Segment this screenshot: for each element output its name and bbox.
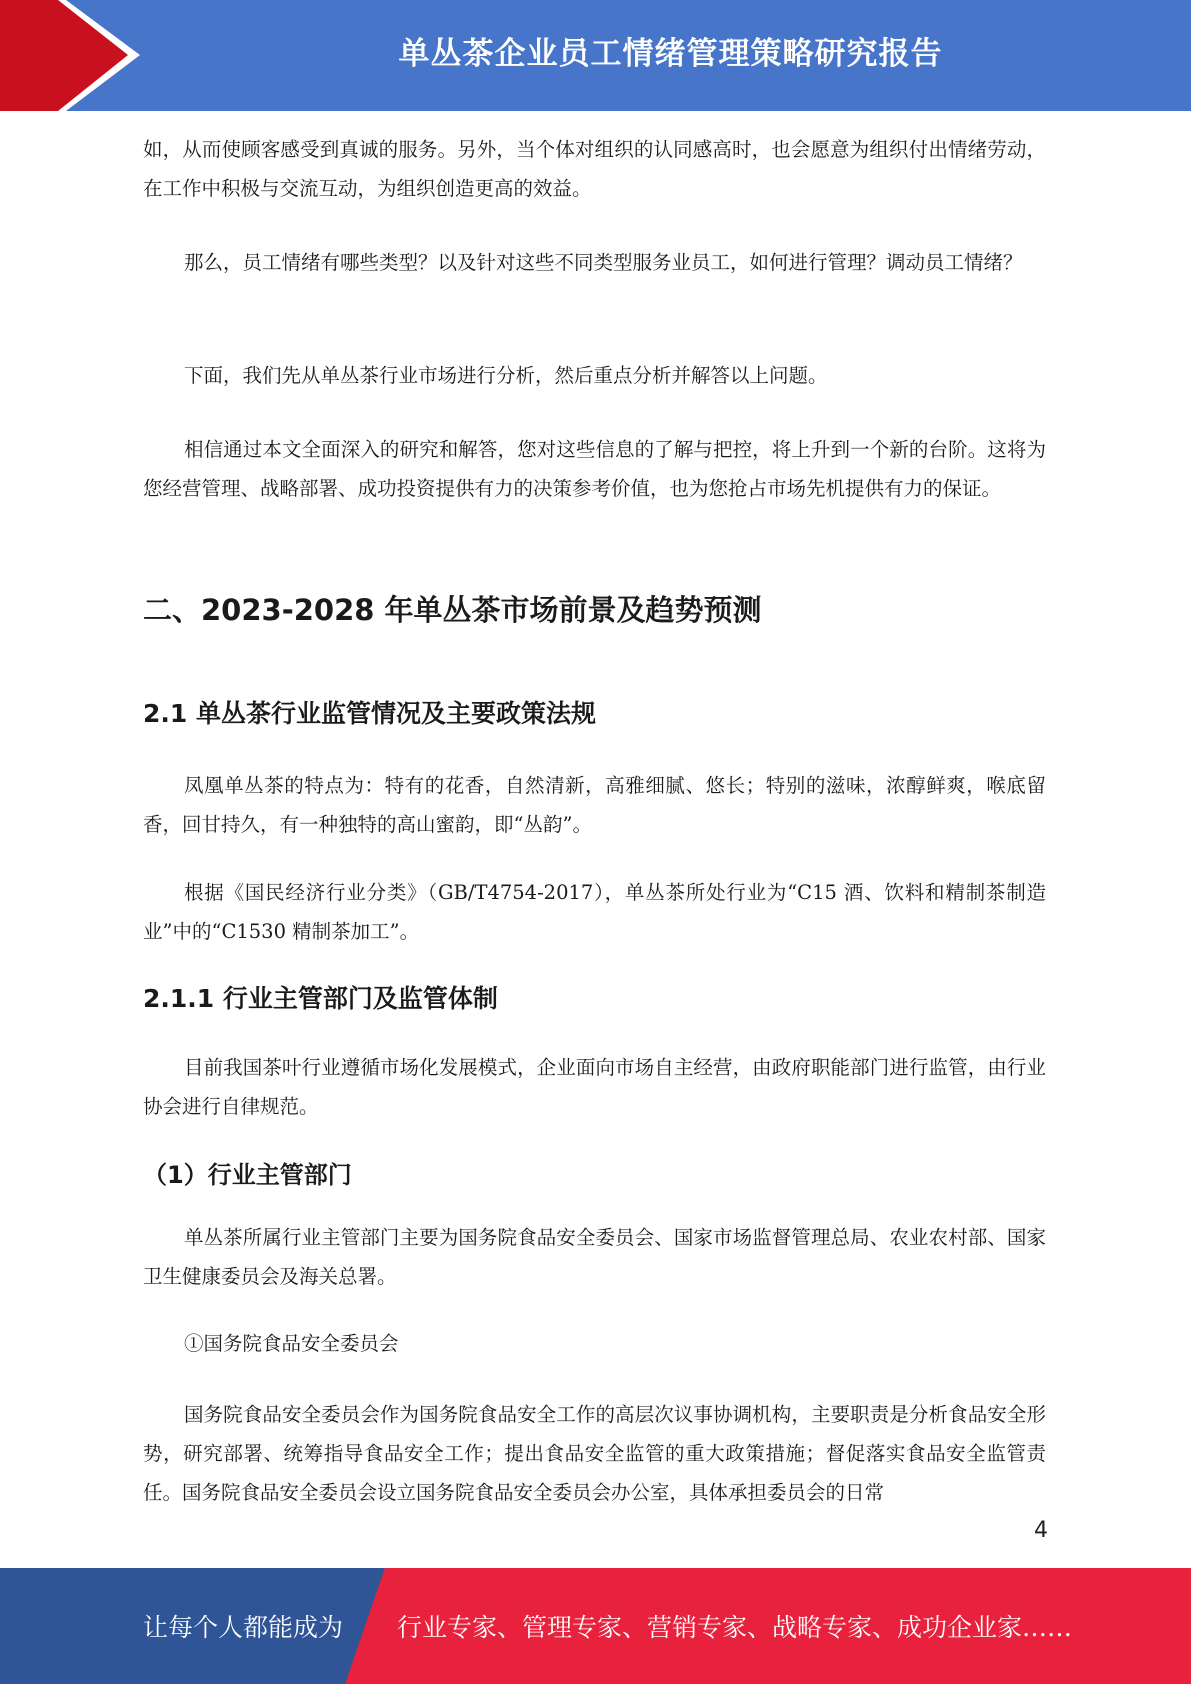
page-header bbox=[0, 0, 1191, 111]
subsubsection-heading: （1）行业主管部门 bbox=[143, 1161, 352, 1189]
paragraph-4: 相信通过本文全面深入的研究和解答，您对这些信息的了解与把控，将上升到一个新的台阶。这将为您经营管理、战略部署、成功投资提供有力的决策参考价值，也为您抢占市场先机提供有力的保证。 bbox=[143, 438, 1046, 500]
footer-slogan-right: 行业专家、管理专家、营销专家、战略专家、成功企业家…… bbox=[397, 1613, 1073, 1642]
paragraph-6: 根据《国民经济行业分类》（GB/T4754-2017），单丛茶所处行业为“C15 酒、饮料和精制茶制造业”中的“C1530 精制茶加工”。 bbox=[143, 881, 1046, 943]
paragraph-1: 如，从而使顾客感受到真诚的服务。另外，当个体对组织的认同感高时，也会愿意为组织付出情绪劳动，在工作中积极与交流互动，为组织创造更高的效益。 bbox=[143, 138, 1046, 200]
paragraph-5: 凤凰单丛茶的特点为：特有的花香，自然清新，高雅细腻、悠长；特别的滋味，浓醇鲜爽，喉底留香，回甘持久，有一种独特的高山蜜韵，即“丛韵”。 bbox=[143, 774, 1046, 836]
paragraph-8: 单丛茶所属行业主管部门主要为国务院食品安全委员会、国家市场监督管理总局、农业农村部、国家卫生健康委员会及海关总署。 bbox=[143, 1226, 1046, 1288]
paragraph-3: 下面，我们先从单丛茶行业市场进行分析，然后重点分析并解答以上问题。 bbox=[184, 364, 828, 387]
page-number: 4 bbox=[1034, 1518, 1048, 1543]
paragraph-9: ①国务院食品安全委员会 bbox=[184, 1332, 399, 1355]
paragraph-7: 目前我国茶叶行业遵循市场化发展模式，企业面向市场自主经营，由政府职能部门进行监管，由行业协会进行自律规范。 bbox=[143, 1056, 1046, 1118]
header-arrow-icon bbox=[0, 0, 160, 111]
footer-slogan-left: 让每个人都能成为 bbox=[143, 1613, 344, 1642]
page-footer bbox=[0, 1568, 1191, 1684]
paragraph-10: 国务院食品安全委员会作为国务院食品安全工作的高层次议事协调机构，主要职责是分析食品安全形势，研究部署、统筹指导食品安全工作；提出食品安全监管的重大政策措施；督促落实食品安全监管责任。国务院食品安全委员会设立国务院食品安全委员会办公室，具体承担委员会的日常 bbox=[143, 1403, 1046, 1504]
paragraph-2: 那么，员工情绪有哪些类型？以及针对这些不同类型服务业员工，如何进行管理？调动员工情绪？ bbox=[184, 251, 1023, 274]
subsection-heading-2-1-1: 2.1.1 行业主管部门及监管体制 bbox=[143, 984, 498, 1013]
header-title: 单丛茶企业员工情绪管理策略研究报告 bbox=[398, 35, 943, 72]
section-heading: 二、2023-2028 年单丛茶市场前景及趋势预测 bbox=[143, 593, 762, 627]
subsection-heading-2-1: 2.1 单丛茶行业监管情况及主要政策法规 bbox=[143, 699, 596, 728]
